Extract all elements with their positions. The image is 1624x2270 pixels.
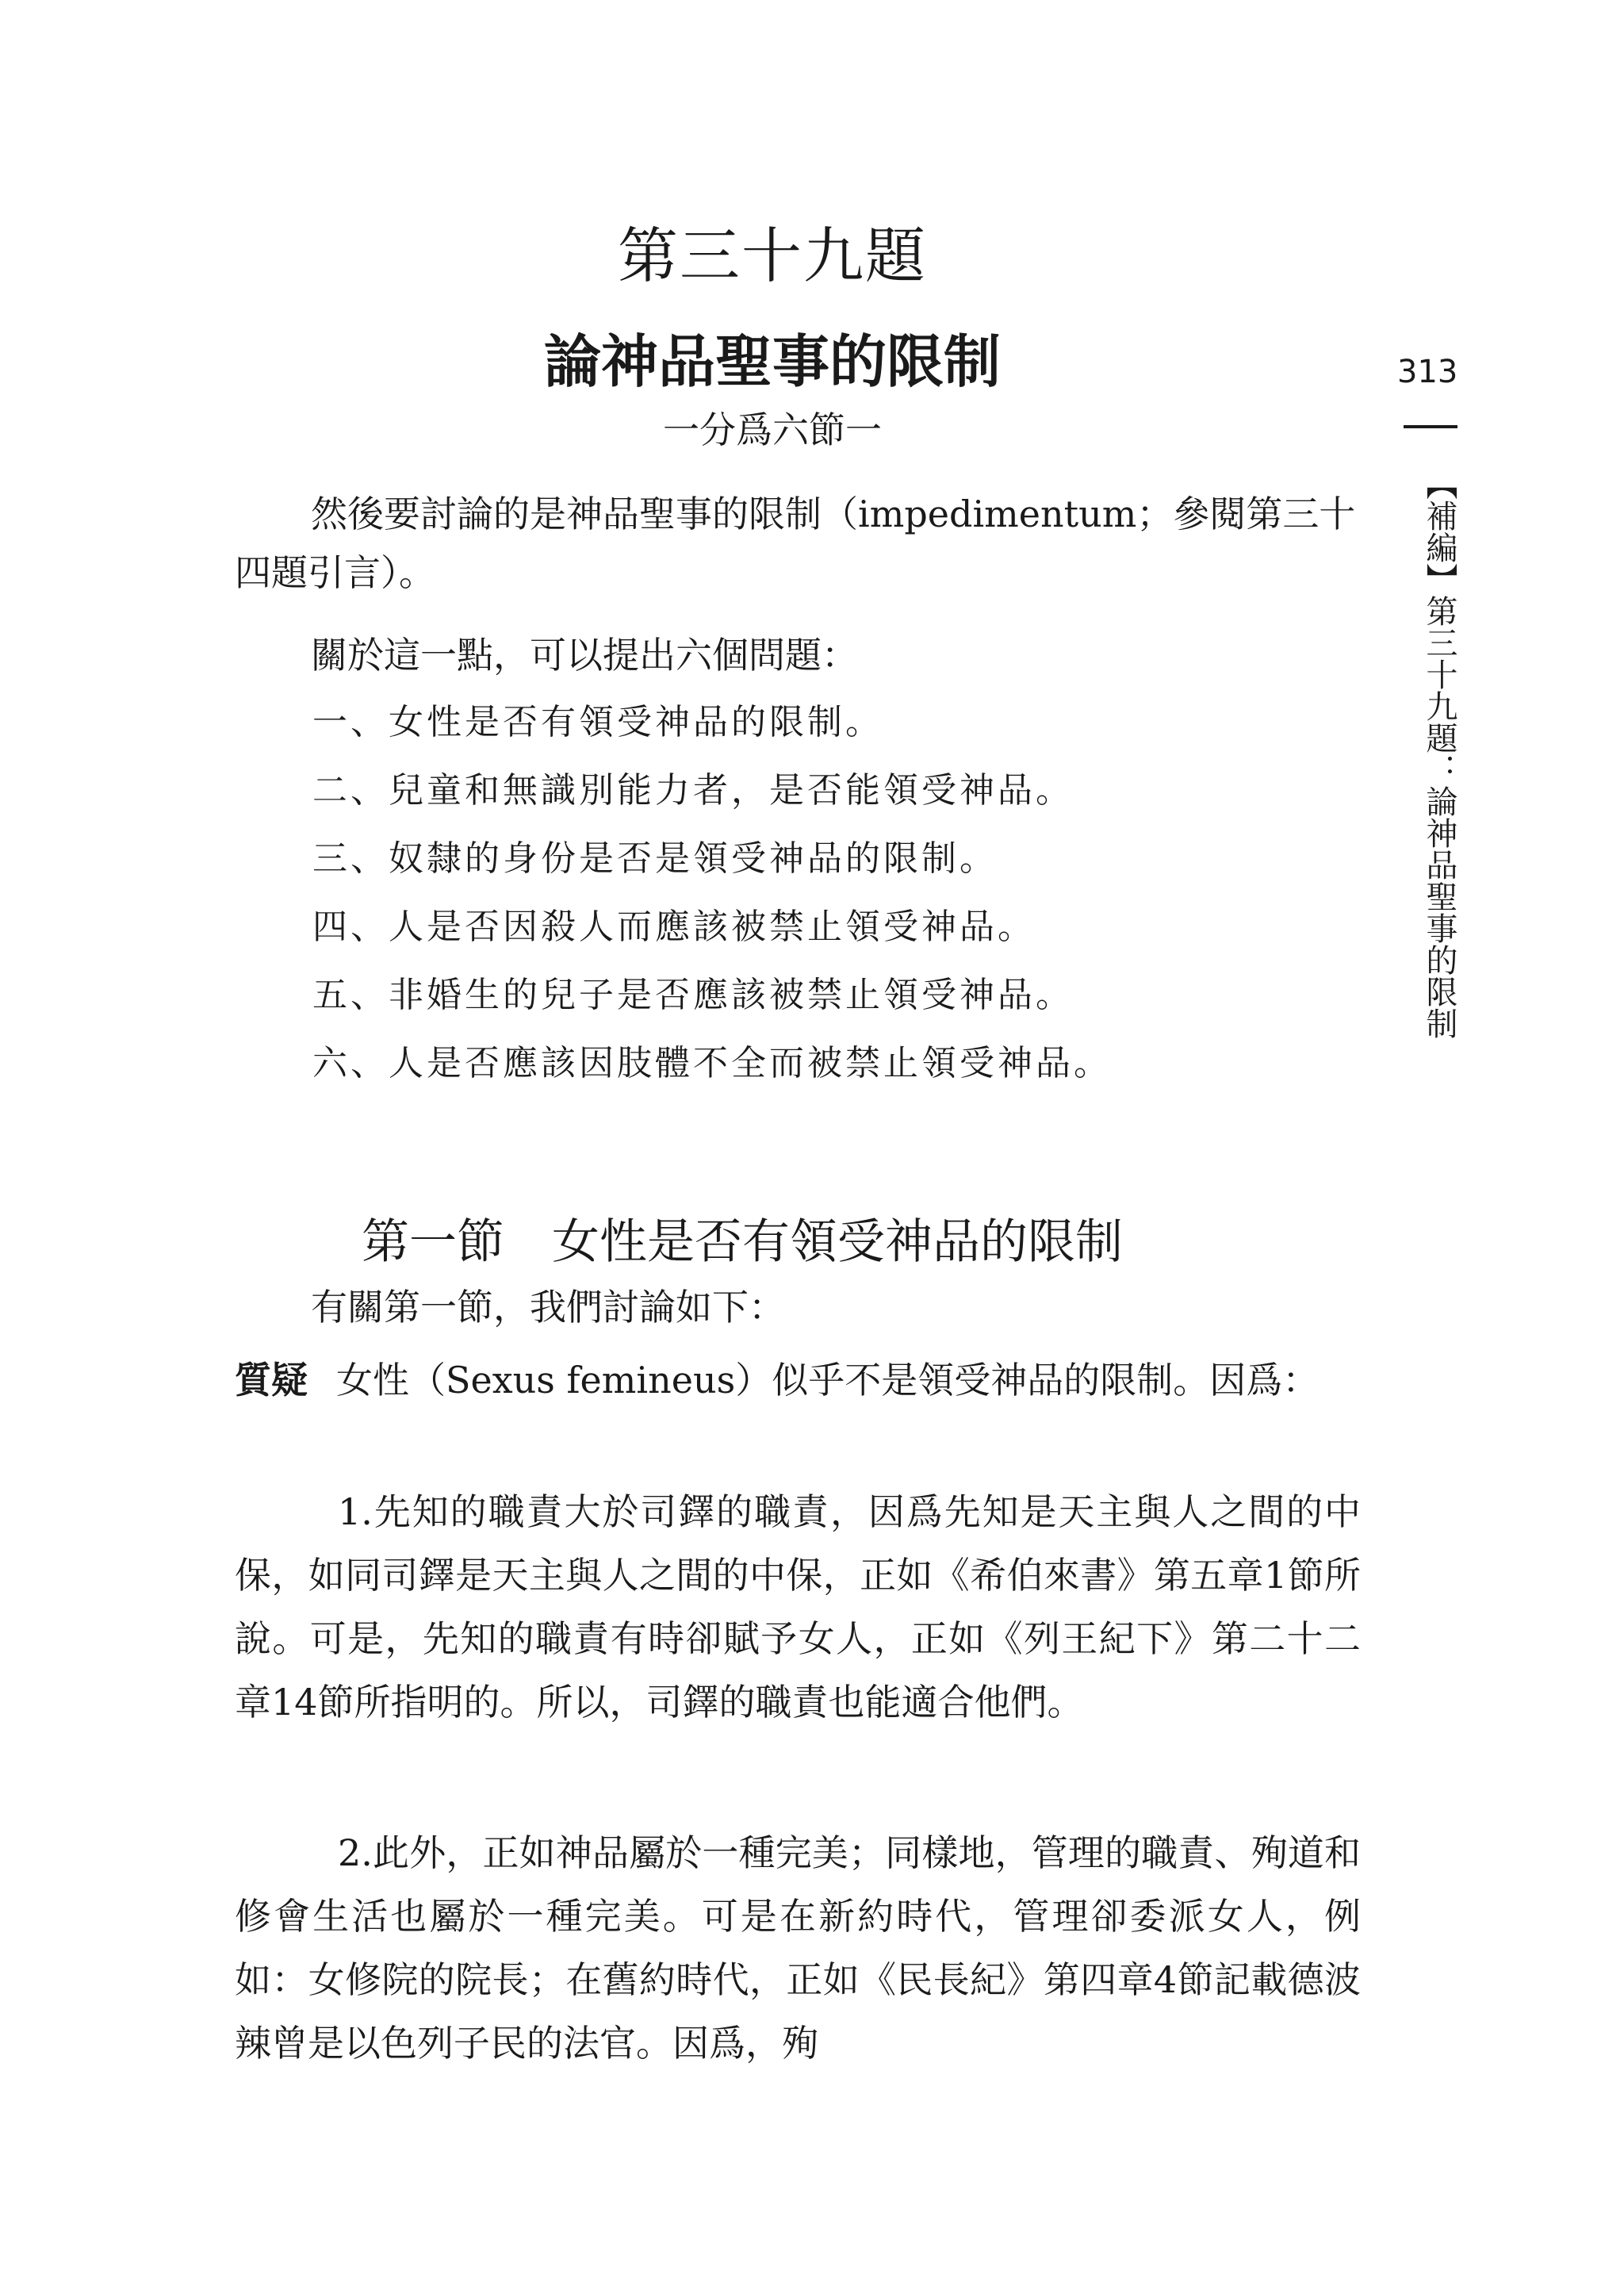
running-head: 【補編】第三十九題：論神品聖事的限制	[1421, 468, 1457, 1039]
chapter-subtitle: 論神品聖事的限制	[543, 328, 1001, 395]
list-item: 二、兒童和無識別能力者，是否能領受神品。	[312, 770, 1074, 811]
question-list	[312, 688, 1359, 1098]
running-head-rule	[1404, 425, 1457, 428]
chapter-title: 第三十九題	[618, 220, 927, 291]
list-item: 六、人是否應該因肢體不全而被禁止領受神品。	[312, 1043, 1112, 1083]
section-title: 第一節 女性是否有領受神品的限制	[362, 1214, 1123, 1270]
objection-paragraph	[235, 1348, 1361, 1412]
objection-text: 女性（Sexus femineus）似乎不是領受神品的限制。因爲：	[336, 1359, 1320, 1401]
list-item: 一、女性是否有領受神品的限制。	[312, 702, 883, 742]
page-number: 313	[1397, 354, 1458, 390]
intro-paragraph: 然後要討論的是神品聖事的限制（impedimentum；參閱第三十四題引言）。	[235, 493, 1356, 594]
chapter-divisions-note: 一分爲六節一	[663, 408, 882, 451]
intro-question-lead: 關於這一點，可以提出六個問題：	[311, 634, 858, 677]
objection-label: 質疑	[235, 1359, 308, 1401]
argument-2: 2.此外，正如神品屬於一種完美；同樣地，管理的職責、殉道和修會生活也屬於一種完美。可是在新約時代，管理卻委派女人，例如：女修院的院長；在舊約時代，正如《民長紀》第四章4節記載德波辣曾是以色列子民的法官。因爲，殉	[235, 1831, 1361, 2065]
argument-1: 1.先知的職責大於司鐸的職責，因爲先知是天主與人之間的中保，如同司鐸是天主與人之間的中保，正如《希伯來書》第五章1節所說。可是，先知的職責有時卻賦予女人，正如《列王紀下》第二十二章14節所指明的。所以，司鐸的職責也能適合他們。	[235, 1490, 1361, 1724]
list-item: 三、奴隸的身份是否是領受神品的限制。	[312, 838, 998, 879]
section-intro: 有關第一節，我們討論如下：	[311, 1286, 785, 1329]
list-item: 五、非婚生的兒子是否應該被禁止領受神品。	[312, 975, 1074, 1015]
list-item: 四、人是否因殺人而應該被禁止領受神品。	[312, 907, 1036, 947]
